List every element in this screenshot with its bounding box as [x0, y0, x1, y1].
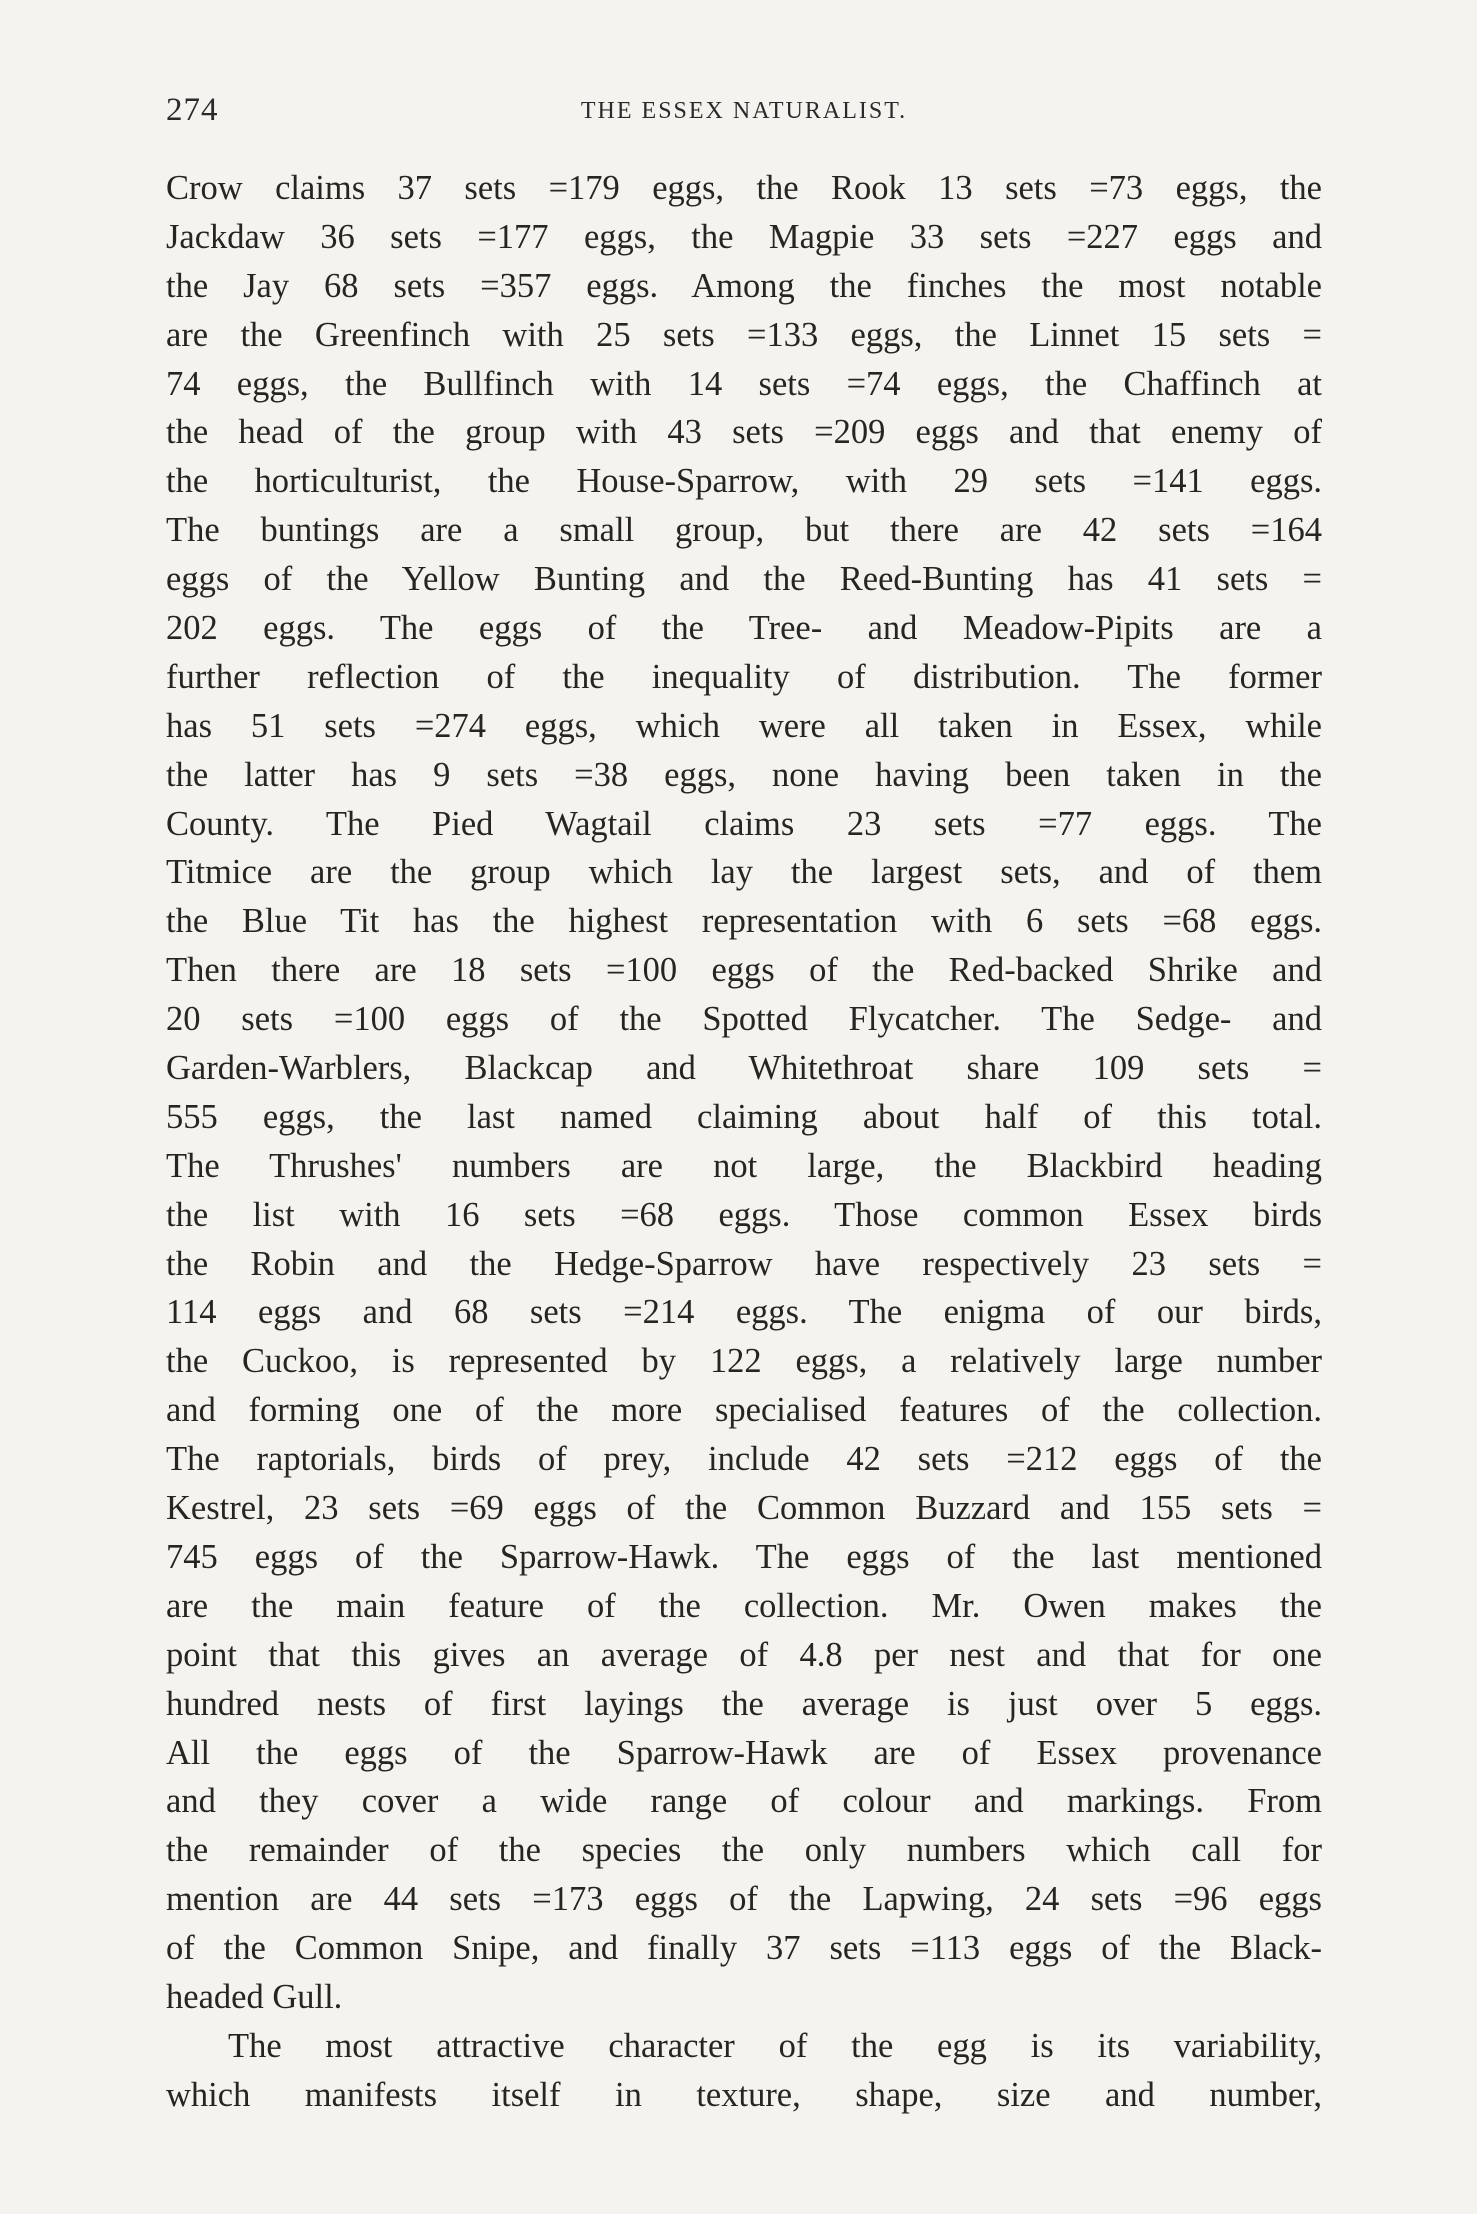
text-line: The raptorials, birds of prey, include 42 sets =212 eggs of the: [166, 1440, 1322, 1479]
text-line: Titmice are the group which lay the largest sets, and of them: [166, 853, 1322, 892]
page-header: [166, 92, 1322, 136]
text-line: of the Common Snipe, and finally 37 sets =113 eggs of the Black-: [166, 1929, 1322, 1968]
text-line: The buntings are a small group, but there are 42 sets =164: [166, 511, 1322, 550]
text-line: the latter has 9 sets =38 eggs, none having been taken in the: [166, 755, 1322, 794]
text-line: the head of the group with 43 sets =209 eggs and that enemy of: [166, 413, 1322, 452]
text-line: 745 eggs of the Sparrow-Hawk. The eggs of the last mentioned: [166, 1537, 1322, 1576]
text-line: 20 sets =100 eggs of the Spotted Flycatcher. The Sedge- and: [166, 1000, 1322, 1039]
text-line: Then there are 18 sets =100 eggs of the Red-backed Shrike and: [166, 951, 1322, 990]
paragraph-2: [166, 2022, 1322, 2120]
text-line: has 51 sets =274 eggs, which were all taken in Essex, while: [166, 706, 1322, 745]
text-line: All the eggs of the Sparrow-Hawk are of Essex provenance: [166, 1733, 1322, 1772]
text-line: are the main feature of the collection. Mr. Owen makes the: [166, 1586, 1322, 1625]
text-line: and they cover a wide range of colour and markings. From: [166, 1782, 1322, 1821]
paragraph-1: [166, 164, 1322, 2022]
text-line: hundred nests of first layings the average is just over 5 eggs.: [166, 1684, 1322, 1723]
text-line: eggs of the Yellow Bunting and the Reed-Bunting has 41 sets =: [166, 560, 1322, 599]
text-line: Jackdaw 36 sets =177 eggs, the Magpie 33 sets =227 eggs and: [166, 217, 1322, 256]
text-line: 74 eggs, the Bullfinch with 14 sets =74 eggs, the Chaffinch at: [166, 364, 1322, 403]
text-line: 202 eggs. The eggs of the Tree- and Meadow-Pipits are a: [166, 609, 1322, 648]
text-line: are the Greenfinch with 25 sets =133 eggs, the Linnet 15 sets =: [166, 315, 1322, 354]
running-title: THE ESSEX NATURALIST.: [580, 98, 908, 124]
text-line: and forming one of the more specialised features of the collection.: [166, 1391, 1322, 1430]
text-line: the Blue Tit has the highest representation with 6 sets =68 eggs.: [166, 902, 1322, 941]
text-line: the Robin and the Hedge-Sparrow have respectively 23 sets =: [166, 1244, 1322, 1283]
text-line: County. The Pied Wagtail claims 23 sets =77 eggs. The: [166, 804, 1322, 843]
text-line: The Thrushes' numbers are not large, the Blackbird heading: [166, 1146, 1322, 1185]
text-line: Kestrel, 23 sets =69 eggs of the Common Buzzard and 155 sets =: [166, 1489, 1322, 1528]
text-line: Crow claims 37 sets =179 eggs, the Rook 13 sets =73 eggs, the: [166, 169, 1322, 207]
body-text: [166, 164, 1322, 2120]
text-line: The most attractive character of the egg is its variability,: [228, 2026, 1322, 2065]
text-line: Garden-Warblers, Blackcap and Whitethroat share 109 sets =: [166, 1049, 1322, 1088]
text-line: the list with 16 sets =68 eggs. Those common Essex birds: [166, 1195, 1322, 1234]
page-number: 274: [166, 92, 219, 128]
text-line: further reflection of the inequality of distribution. The former: [166, 657, 1322, 696]
text-line: the Cuckoo, is represented by 122 eggs, a relatively large number: [166, 1342, 1322, 1381]
text-line: 114 eggs and 68 sets =214 eggs. The enigma of our birds,: [166, 1293, 1322, 1332]
text-line: headed Gull.: [166, 1977, 343, 2016]
text-line: the horticulturist, the House-Sparrow, with 29 sets =141 eggs.: [166, 462, 1322, 501]
text-line: which manifests itself in texture, shape, size and number,: [166, 2075, 1322, 2114]
text-line: the remainder of the species the only numbers which call for: [166, 1831, 1322, 1870]
text-line: point that this gives an average of 4.8 per nest and that for one: [166, 1635, 1322, 1674]
text-line: mention are 44 sets =173 eggs of the Lapwing, 24 sets =96 eggs: [166, 1880, 1322, 1919]
text-line: 555 eggs, the last named claiming about half of this total.: [166, 1097, 1322, 1136]
text-line: the Jay 68 sets =357 eggs. Among the finches the most notable: [166, 266, 1322, 305]
